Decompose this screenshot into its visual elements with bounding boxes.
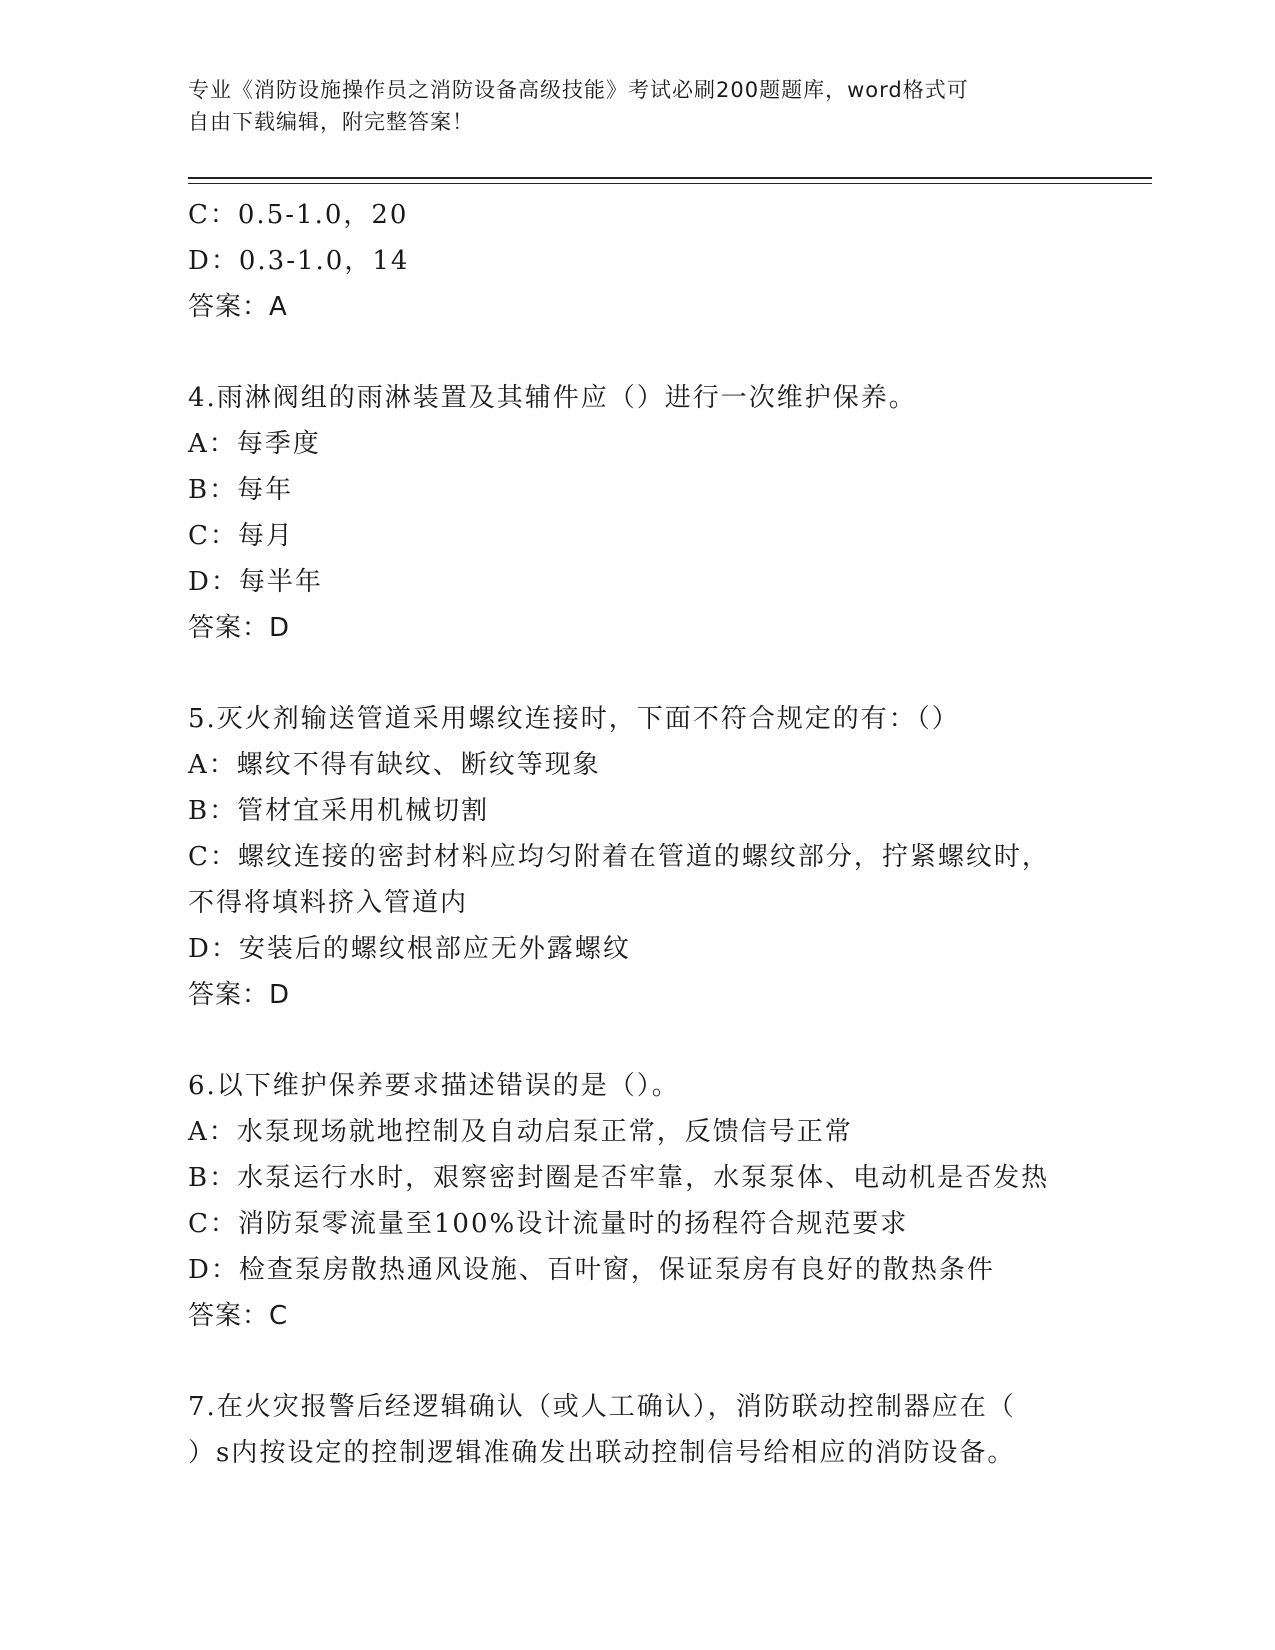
option-a: A：螺纹不得有缺纹、断纹等现象 bbox=[188, 750, 601, 780]
question-6 bbox=[188, 1063, 1088, 1339]
question-7 bbox=[188, 1384, 1088, 1476]
option-c: C：消防泵零流量至100%设计流量时的扬程符合规范要求 bbox=[188, 1209, 909, 1239]
question-stem: 7.在火灾报警后经逻辑确认（或人工确认），消防联动控制器应在（ bbox=[188, 1392, 1016, 1422]
question-stem-continued: ）s内按设定的控制逻辑准确发出联动控制信号给相应的消防设备。 bbox=[188, 1438, 1016, 1468]
option-d: D：安装后的螺纹根部应无外露螺纹 bbox=[188, 934, 631, 964]
question-list bbox=[188, 192, 1088, 1476]
document-header bbox=[188, 74, 1068, 138]
question-5 bbox=[188, 696, 1088, 1018]
option-d: D：每半年 bbox=[188, 567, 323, 597]
option-d: D：0.3-1.0，14 bbox=[188, 246, 410, 276]
option-c: C：螺纹连接的密封材料应均匀附着在管道的螺纹部分，拧紧螺纹时， bbox=[188, 842, 1050, 872]
answer: 答案：D bbox=[188, 980, 291, 1010]
option-c: C：每月 bbox=[188, 521, 294, 551]
option-b: B：每年 bbox=[188, 475, 294, 505]
spacer bbox=[188, 1339, 1088, 1384]
header-line-1: 专业《消防设施操作员之消防设备高级技能》考试必刷200题题库，word格式可 bbox=[188, 78, 969, 102]
header-line-2: 自由下载编辑，附完整答案！ bbox=[188, 110, 474, 134]
option-a: A：水泵现场就地控制及自动启泵正常，反馈信号正常 bbox=[188, 1117, 853, 1147]
answer: 答案：C bbox=[188, 1301, 289, 1331]
spacer bbox=[188, 330, 1088, 375]
question-3 bbox=[188, 192, 1088, 330]
option-a: A：每季度 bbox=[188, 429, 321, 459]
header-divider-thick bbox=[188, 177, 1152, 179]
spacer bbox=[188, 651, 1088, 696]
option-c: C：0.5-1.0，20 bbox=[188, 200, 409, 230]
answer: 答案：A bbox=[188, 292, 288, 322]
option-d: D：检查泵房散热通风设施、百叶窗，保证泵房有良好的散热条件 bbox=[188, 1255, 995, 1285]
question-stem: 4.雨淋阀组的雨淋装置及其辅件应（）进行一次维护保养。 bbox=[188, 383, 917, 413]
question-4 bbox=[188, 375, 1088, 651]
question-stem: 6.以下维护保养要求描述错误的是（）。 bbox=[188, 1071, 680, 1101]
option-b: B：管材宜采用机械切割 bbox=[188, 796, 490, 826]
option-b: B：水泵运行水时，艰察密封圈是否牢靠，水泵泵体、电动机是否发热 bbox=[188, 1163, 1050, 1193]
option-c-continued: 不得将填料挤入管道内 bbox=[188, 888, 469, 918]
question-stem: 5.灭火剂输送管道采用螺纹连接时，下面不符合规定的有：（） bbox=[188, 704, 960, 734]
answer: 答案：D bbox=[188, 613, 291, 643]
header-divider-thin bbox=[188, 183, 1152, 184]
spacer bbox=[188, 1018, 1088, 1063]
